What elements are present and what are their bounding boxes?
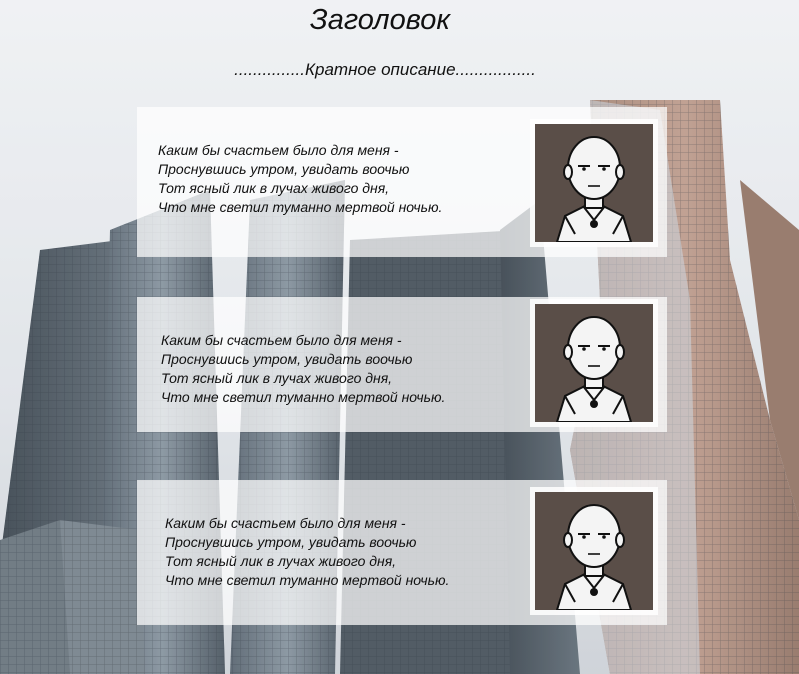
poem-line: Каким бы счастьем было для меня - [165,515,406,531]
bald-hero-portrait-icon [535,304,653,422]
poem-line: Тот ясный лик в лучах живого дня, [165,553,397,569]
poem-line: Что мне светил туманно мертвой ночью. [161,389,446,405]
poem-line: Тот ясный лик в лучах живого дня, [161,370,393,386]
poem-line: Что мне светил туманно мертвой ночью. [165,572,450,588]
poem-line: Проснувшись утром, увидать воочью [161,351,413,367]
poem-line: Проснувшись утром, увидать воочью [158,161,410,177]
poem-line: Тот ясный лик в лучах живого дня, [158,180,390,196]
poem-card [137,480,667,625]
poem-line: Каким бы счастьем было для меня - [158,142,399,158]
poem-card [137,297,667,432]
bald-hero-portrait-icon [535,492,653,610]
poem-text [158,141,442,217]
poem-line: Проснувшись утром, увидать воочью [165,534,417,550]
poem-text [165,514,449,590]
page-subtitle: ...............Кратное описание................. [234,60,536,79]
page-title: Заголовок [309,4,451,36]
poem-line: Каким бы счастьем было для меня - [161,332,402,348]
poem-line: Что мне светил туманно мертвой ночью. [158,199,443,215]
poem-text [161,331,445,407]
bald-hero-portrait-icon [535,124,653,242]
poem-card [137,107,667,257]
